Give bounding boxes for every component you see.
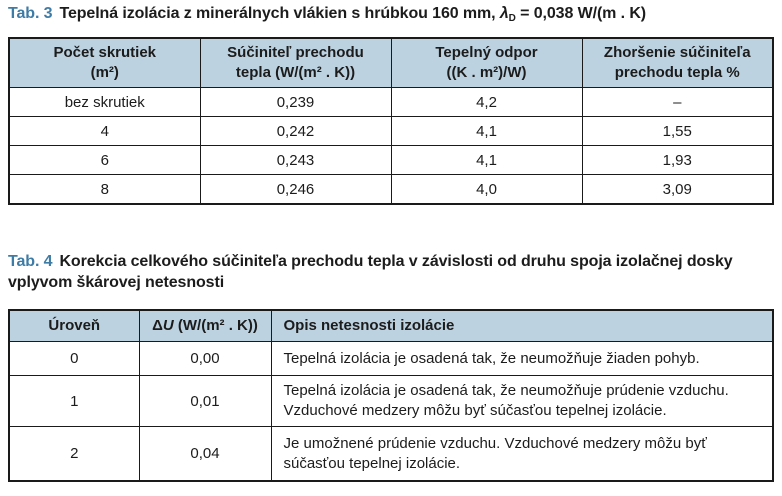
tab4-header-opis: Opis netesnosti izolácie — [271, 310, 773, 342]
table-cell: Je umožnené prúdenie vzduchu. Vzduchové medzery môžu byť súčasťou tepelnej izolácie. — [271, 427, 773, 482]
table-cell: 0 — [9, 342, 139, 376]
table-cell: 2 — [9, 427, 139, 482]
table-cell: 4,1 — [391, 146, 582, 175]
table-cell: 8 — [9, 175, 200, 205]
table-cell: 1 — [9, 376, 139, 427]
lambda-symbol: λ — [499, 5, 509, 22]
delta-symbol: Δ — [152, 317, 163, 334]
table-cell: 3,09 — [582, 175, 773, 205]
du-units: (W/(m² . K)) — [173, 317, 258, 334]
table-cell: 4,2 — [391, 88, 582, 117]
table-cell: 0,246 — [200, 175, 391, 205]
tab3-caption-value: = 0,038 W/(m . K) — [515, 5, 647, 22]
table-row — [9, 175, 773, 205]
tab4-caption-text: Korekcia celkového súčiniteľa prechodu tepla v závislosti od druhu spoja izolačnej dosky vplyvom škárovej netesnosti — [8, 253, 733, 291]
tab4-header-uroven: Úroveň — [9, 310, 139, 342]
tab4-header-row — [9, 310, 773, 342]
table-row — [9, 427, 773, 482]
table-cell: 0,04 — [139, 427, 271, 482]
table-cell: 1,55 — [582, 117, 773, 146]
tab3-table-body — [9, 88, 773, 205]
table-row — [9, 376, 773, 427]
u-symbol: U — [162, 317, 174, 334]
tab3-header-tepelny-odpor: Tepelný odpor ((K . m²)/W) — [391, 38, 582, 88]
table-row — [9, 342, 773, 376]
table-row — [9, 146, 773, 175]
table-cell: 6 — [9, 146, 200, 175]
table-cell: bez skrutiek — [9, 88, 200, 117]
tab3-table — [8, 37, 774, 205]
tab3-table-head — [9, 38, 773, 88]
tab4-table-head — [9, 310, 773, 342]
tab3-header-sucinitel: Súčiniteľ prechodu tepla (W/(m² . K)) — [200, 38, 391, 88]
tab3-caption-text: Tepelná izolácia z minerálnych vlákien s hrúbkou 160 mm, — [59, 5, 500, 22]
tab3-header-row — [9, 38, 773, 88]
tab4-header-du — [139, 310, 271, 342]
lambda-subscript: D — [508, 13, 516, 24]
tab3-header-zhorsenie: Zhoršenie súčiniteľa prechodu tepla % — [582, 38, 773, 88]
tab4-table — [8, 309, 774, 482]
table-row — [9, 117, 773, 146]
tab3-caption-label: Tab. 3 — [8, 5, 53, 22]
table-cell: 1,93 — [582, 146, 773, 175]
table-cell: 4 — [9, 117, 200, 146]
table-cell: – — [582, 88, 773, 117]
tab3-header-pocet-skrutiek: Počet skrutiek (m²) — [9, 38, 200, 88]
table-cell: 0,242 — [200, 117, 391, 146]
tab4-caption — [8, 251, 774, 293]
table-cell: 0,00 — [139, 342, 271, 376]
table-cell: 0,239 — [200, 88, 391, 117]
table-cell: 0,01 — [139, 376, 271, 427]
tab4-caption-label: Tab. 4 — [8, 253, 53, 270]
table-cell: 4,1 — [391, 117, 582, 146]
table-cell: Tepelná izolácia je osadená tak, že neumožňuje žiaden pohyb. — [271, 342, 773, 376]
table-row — [9, 88, 773, 117]
tab4-table-body — [9, 342, 773, 482]
tab3-caption — [8, 3, 774, 26]
table-cell: 4,0 — [391, 175, 582, 205]
table-cell: 0,243 — [200, 146, 391, 175]
table-cell: Tepelná izolácia je osadená tak, že neumožňuje prúdenie vzduchu. Vzduchové medzery môžu byť súčasťou tepelnej izolácie. — [271, 376, 773, 427]
